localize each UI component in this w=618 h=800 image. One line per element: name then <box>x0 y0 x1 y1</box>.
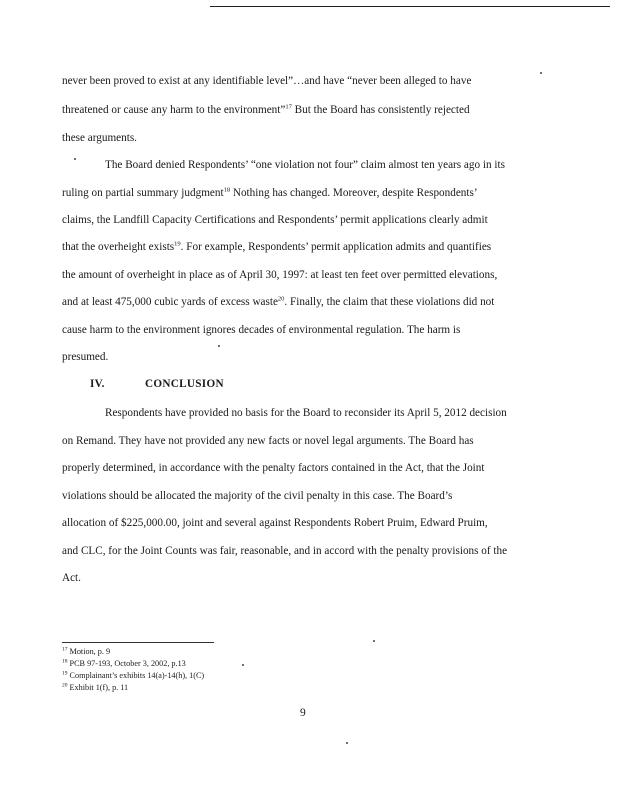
footnote-ref-20[interactable]: 20 <box>277 295 285 303</box>
section-title: CONCLUSION <box>145 378 224 390</box>
body-line-5: ruling on partial summary judgment$^{18}$ Nothing has changed. Moreover, despite Respondents’ <box>62 186 478 199</box>
body-line-1: never been proved to exist at any identifiable level”…and have “never been alleged to have <box>62 75 472 87</box>
footnote-19: $^{19}$ Complainant’s exhibits 14(a)-14(h), 1(C) <box>62 670 205 680</box>
body-line-6: claims, the Landfill Capacity Certifications and Respondents’ permit applications clearly admit <box>62 214 488 226</box>
body-line-16: allocation of $225,000.00, joint and several against Respondents Robert Pruim, Edward Pruim, <box>62 517 488 529</box>
footnote-ref-19[interactable]: 19 <box>174 240 181 248</box>
scan-speck <box>218 345 220 347</box>
scan-speck <box>373 640 375 642</box>
body-line-8: the amount of overheight in place as of April 30, 1997: at least ten feet over permitted elevations, <box>62 269 498 281</box>
scan-speck <box>540 72 542 74</box>
body-line-14: properly determined, in accordance with the penalty factors contained in the Act, that the Joint <box>62 462 485 474</box>
body-line-11: presumed. <box>62 351 109 363</box>
body-line-18: Act. <box>62 572 81 584</box>
footnote-number: 17 <box>62 646 68 653</box>
page-number: 9 <box>300 707 306 719</box>
scan-speck <box>242 664 244 666</box>
footnote-number: 19 <box>62 670 68 677</box>
footnote-18: $^{18}$ PCB 97-193, October 3, 2002, p.13 <box>62 658 186 668</box>
footnote-20: $^{20}$ Exhibit 1(f), p. 11 <box>62 682 129 692</box>
footnote-ref-18[interactable]: 18 <box>223 186 231 194</box>
body-line-17: and CLC, for the Joint Counts was fair, reasonable, and in accord with the penalty provisions of the <box>62 545 508 557</box>
top-rule <box>210 6 610 7</box>
body-line-3: these arguments. <box>62 132 137 144</box>
body-line-4: The Board denied Respondents’ “one violation not four” claim almost ten years ago in its <box>105 159 505 171</box>
footnote-number: 18 <box>62 658 68 665</box>
footnote-number: 20 <box>62 682 68 689</box>
scan-speck <box>74 158 76 160</box>
body-line-7: that the overheight exists$^{19}$. For example, Respondents’ permit application admits and quantifies <box>62 240 492 253</box>
footnote-ref-17[interactable]: 17 <box>285 103 292 111</box>
body-line-13: on Remand. They have not provided any new facts or novel legal arguments. The Board has <box>62 435 474 447</box>
section-number: IV. <box>90 378 105 390</box>
footnote-17: $^{17}$ Motion, p. 9 <box>62 646 111 656</box>
body-line-2: threatened or cause any harm to the environment”$^{17}$ But the Board has consistently rejected <box>62 103 470 116</box>
body-line-10: cause harm to the environment ignores decades of environmental regulation. The harm is <box>62 324 461 336</box>
body-line-15: violations should be allocated the majority of the civil penalty in this case. The Board’s <box>62 490 453 502</box>
body-line-12: Respondents have provided no basis for the Board to reconsider its April 5, 2012 decision <box>105 407 507 419</box>
scan-speck <box>346 742 348 744</box>
body-line-9: and at least 475,000 cubic yards of excess waste$^{20}$. Finally, the claim that these violations did not <box>62 295 495 308</box>
footnote-separator <box>62 642 214 643</box>
